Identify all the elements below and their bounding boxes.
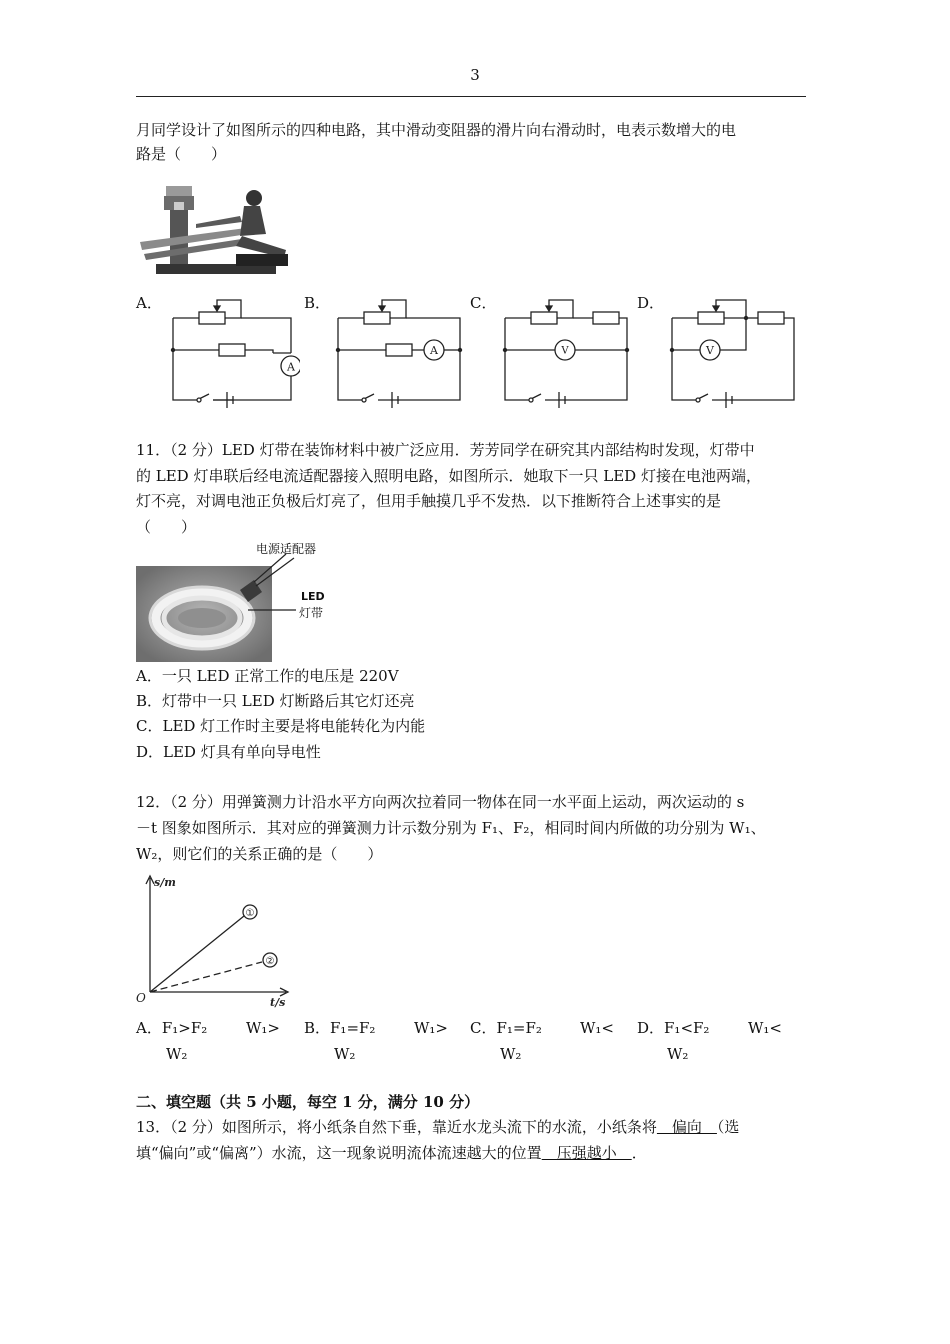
q11-line1: 11．（2 分）LED 灯带在装饰材料中被广泛应用．芳芳同学在研究其内部结构时发现，灯带中: [136, 441, 755, 459]
q13-line1-text: 13．（2 分）如图所示，将小纸条自然下垂，靠近水龙头流下的水流，小纸条将: [136, 1118, 657, 1136]
q11-option-c: C．LED 灯工作时主要是将电能转化为内能: [136, 717, 426, 735]
q12-line3: W₂，则它们的关系正确的是（ ）: [136, 845, 383, 863]
graph-origin: O: [136, 991, 146, 1005]
graph-x-label: t/s: [270, 996, 286, 1009]
q11-option-d: D．LED 灯具有单向导电性: [136, 743, 321, 761]
q13-line2-tail: ．: [631, 1144, 647, 1162]
led-label-1: LED: [301, 590, 325, 603]
adapter-label: 电源适配器: [256, 542, 317, 556]
voltmeter-symbol: V: [561, 345, 569, 357]
st-graph: [134, 870, 294, 1010]
q12-option-b-work-cont: W₂: [334, 1045, 356, 1063]
graph-y-label: s/m: [154, 876, 176, 889]
circuit-diagram-a: [165, 296, 300, 412]
q12-option-a-work-cont: W₂: [166, 1045, 188, 1063]
q11-line2: 的 LED 灯串联后经电流适配器接入照明电路，如图所示．她取下一只 LED 灯接在电池两端，: [136, 467, 761, 485]
q10-option-c-label: C．: [470, 294, 497, 312]
q12-option-b-work: W₁>: [414, 1019, 448, 1037]
q13-line2: [136, 1141, 647, 1165]
q10-line2: 路是（ ）: [136, 145, 227, 163]
rowing-machine-photo: [136, 176, 294, 280]
q12-option-a-work: W₁>: [246, 1019, 280, 1037]
q13-blank2-answer: 压强越小: [541, 1144, 632, 1162]
q10-option-b-label: B．: [304, 294, 331, 312]
q13-line1-tail: （选: [716, 1118, 740, 1136]
q10-line1: 月同学设计了如图所示的四种电路，其中滑动变阻器的滑片向右滑动时，电表示数增大的电: [136, 121, 737, 139]
q13-blank1-answer: 偏向: [656, 1118, 717, 1136]
section2-heading: 二、填空题（共 5 小题，每空 1 分，满分 10 分）: [136, 1093, 480, 1111]
q12-option-d-force: D．F₁<F₂: [637, 1019, 710, 1037]
page-number: 3: [470, 66, 480, 84]
q10-option-d-label: D．: [637, 294, 665, 312]
q12-option-c-work: W₁<: [580, 1019, 614, 1037]
ammeter-symbol: A: [287, 360, 295, 374]
circuit-diagram-b: [330, 296, 465, 412]
q12-option-c-work-cont: W₂: [500, 1045, 522, 1063]
ammeter-symbol: A: [430, 344, 438, 357]
q11-line3: 灯不亮，对调电池正负极后灯亮了，但用手触摸几乎不发热．以下推断符合上述事实的是: [136, 492, 722, 510]
led-strip-figure: [136, 540, 336, 664]
q11-option-a: A．一只 LED 正常工作的电压是 220V: [136, 667, 399, 685]
q12-line1: 12．（2 分）用弹簧测力计沿水平方向两次拉着同一物体在同一水平面上运动，两次运动的 s: [136, 793, 745, 811]
q12-option-d-work-cont: W₂: [667, 1045, 689, 1063]
header-rule: [136, 96, 806, 97]
q12-option-d-work: W₁<: [748, 1019, 782, 1037]
q12-option-b-force: B．F₁=F₂: [304, 1019, 376, 1037]
graph-line2-label: ②: [265, 956, 275, 967]
circuit-diagram-c: [497, 296, 632, 412]
q12-option-a-force: A．F₁>F₂: [136, 1019, 208, 1037]
q12-option-c-force: C．F₁=F₂: [470, 1019, 542, 1037]
q11-option-b: B．灯带中一只 LED 灯断路后其它灯还亮: [136, 692, 415, 710]
q10-option-a-label: A．: [136, 294, 162, 312]
q11-line4: （ ）: [136, 518, 197, 536]
voltmeter-symbol: V: [706, 344, 714, 357]
q13-line1: [136, 1115, 739, 1139]
led-label-2: 灯带: [299, 606, 324, 620]
q13-line2-text: 填“偏向”或“偏离”）水流，这一现象说明流体流速越大的位置: [136, 1144, 542, 1162]
circuit-diagram-d: [664, 296, 799, 412]
q12-line2: －t 图象如图所示．其对应的弹簧测力计示数分别为 F₁、F₂，相同时间内所做的功分别为 W₁、: [136, 819, 766, 837]
graph-line1-label: ①: [245, 908, 255, 919]
